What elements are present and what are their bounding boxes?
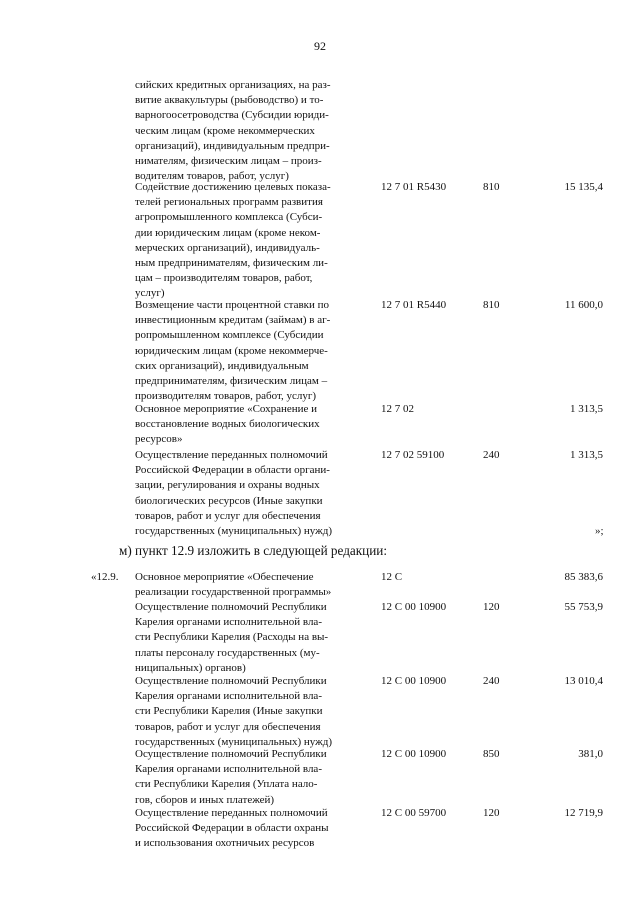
row-amount: 381,0 — [578, 748, 603, 760]
row-code: 12 7 02 — [381, 403, 414, 415]
row-expense-type: 240 — [483, 449, 500, 461]
row-amount: 11 600,0 — [564, 299, 603, 311]
row-expense-type: 810 — [483, 299, 500, 311]
row-description: Содействие достижению целевых показа- телей региональных программ развития агропромышленного комплекса (Субси- дии юридическим лицам (кроме неком- мерческих организаций), индивидуаль- ным предпринимателям, физическим ли- цам – производителям товаров, работ, услуг) — [135, 181, 331, 300]
row-amount: 85 383,6 — [564, 571, 603, 583]
row-amount: 15 135,4 — [564, 181, 603, 193]
row-description: Осуществление переданных полномочий Российской Федерации в области охраны и использования охотничьих ресурсов — [135, 807, 329, 850]
closing-quote: »; — [595, 525, 604, 537]
row-description: Осуществление полномочий Республики Карелия органами исполнительной вла- сти Республики Карелия (Иные закупки товаров, работ и услуг для обеспечения государственных (муниципальных) нужд) — [135, 675, 332, 748]
row-description: Осуществление переданных полномочий Российской Федерации в области органи- зации, регулирования и охраны водных биологических ресурсов (Иные закупки товаров, работ и услуг для обеспечения государственных (муниципальных) нужд) — [135, 449, 332, 538]
row-code: 12 7 01 R5440 — [381, 299, 447, 311]
row-description: сийских кредитных организациях, на раз- витие аквакультуры (рыбоводство) и то- варногоосетроводства (Субсидии юриди- ческим лицам (кроме некоммерческих организаций), индивидуальным предпри- нимателям, физическим лицам – произ- водителям товаров, работ, услуг) — [135, 79, 331, 183]
row-amount: 12 719,9 — [564, 807, 603, 819]
row-code: 12 С 00 10900 — [381, 601, 447, 613]
row-expense-type: 120 — [483, 601, 500, 613]
row-expense-type: 120 — [483, 807, 500, 819]
row-expense-type: 850 — [483, 748, 500, 760]
row-expense-type: 810 — [483, 181, 500, 193]
row-code: 12 С 00 10900 — [381, 675, 447, 687]
row-code: 12 С 00 59700 — [381, 807, 447, 819]
row-amount: 1 313,5 — [570, 449, 603, 461]
row-code: 12 7 01 R5430 — [381, 181, 447, 193]
row-amount: 13 010,4 — [564, 675, 603, 687]
amendment-instruction: м) пункт 12.9 изложить в следующей редакции: — [119, 543, 387, 558]
row-description: Основное мероприятие «Обеспечение реализации государственной программы» — [135, 571, 332, 599]
section-number: «12.9. — [91, 571, 119, 583]
row-amount: 1 313,5 — [570, 403, 603, 415]
row-description: Осуществление полномочий Республики Карелия органами исполнительной вла- сти Республики Карелия (Уплата нало- гов, сборов и иных платежей) — [135, 748, 327, 806]
page-number: 92 — [314, 39, 326, 53]
row-description: Осуществление полномочий Республики Карелия органами исполнительной вла- сти Республики Карелия (Расходы на вы- платы персоналу государственных (му- ниципальных) органов) — [135, 601, 329, 674]
row-description: Основное мероприятие «Сохранение и восстановление водных биологических ресурсов» — [135, 403, 320, 446]
row-expense-type: 240 — [483, 675, 500, 687]
row-code: 12 С 00 10900 — [381, 748, 447, 760]
row-amount: 55 753,9 — [564, 601, 603, 613]
row-description: Возмещение части процентной ставки по инвестиционным кредитам (займам) в аг- ропромышленном комплексе (Субсидии юридическим лицам (кроме некоммерче- ских организаций), индивидуальным предпринимателям, физическим лицам – производителям товаров, работ, услуг) — [135, 299, 331, 403]
row-code: 12 7 02 59100 — [381, 449, 445, 461]
row-code: 12 С — [381, 571, 403, 583]
